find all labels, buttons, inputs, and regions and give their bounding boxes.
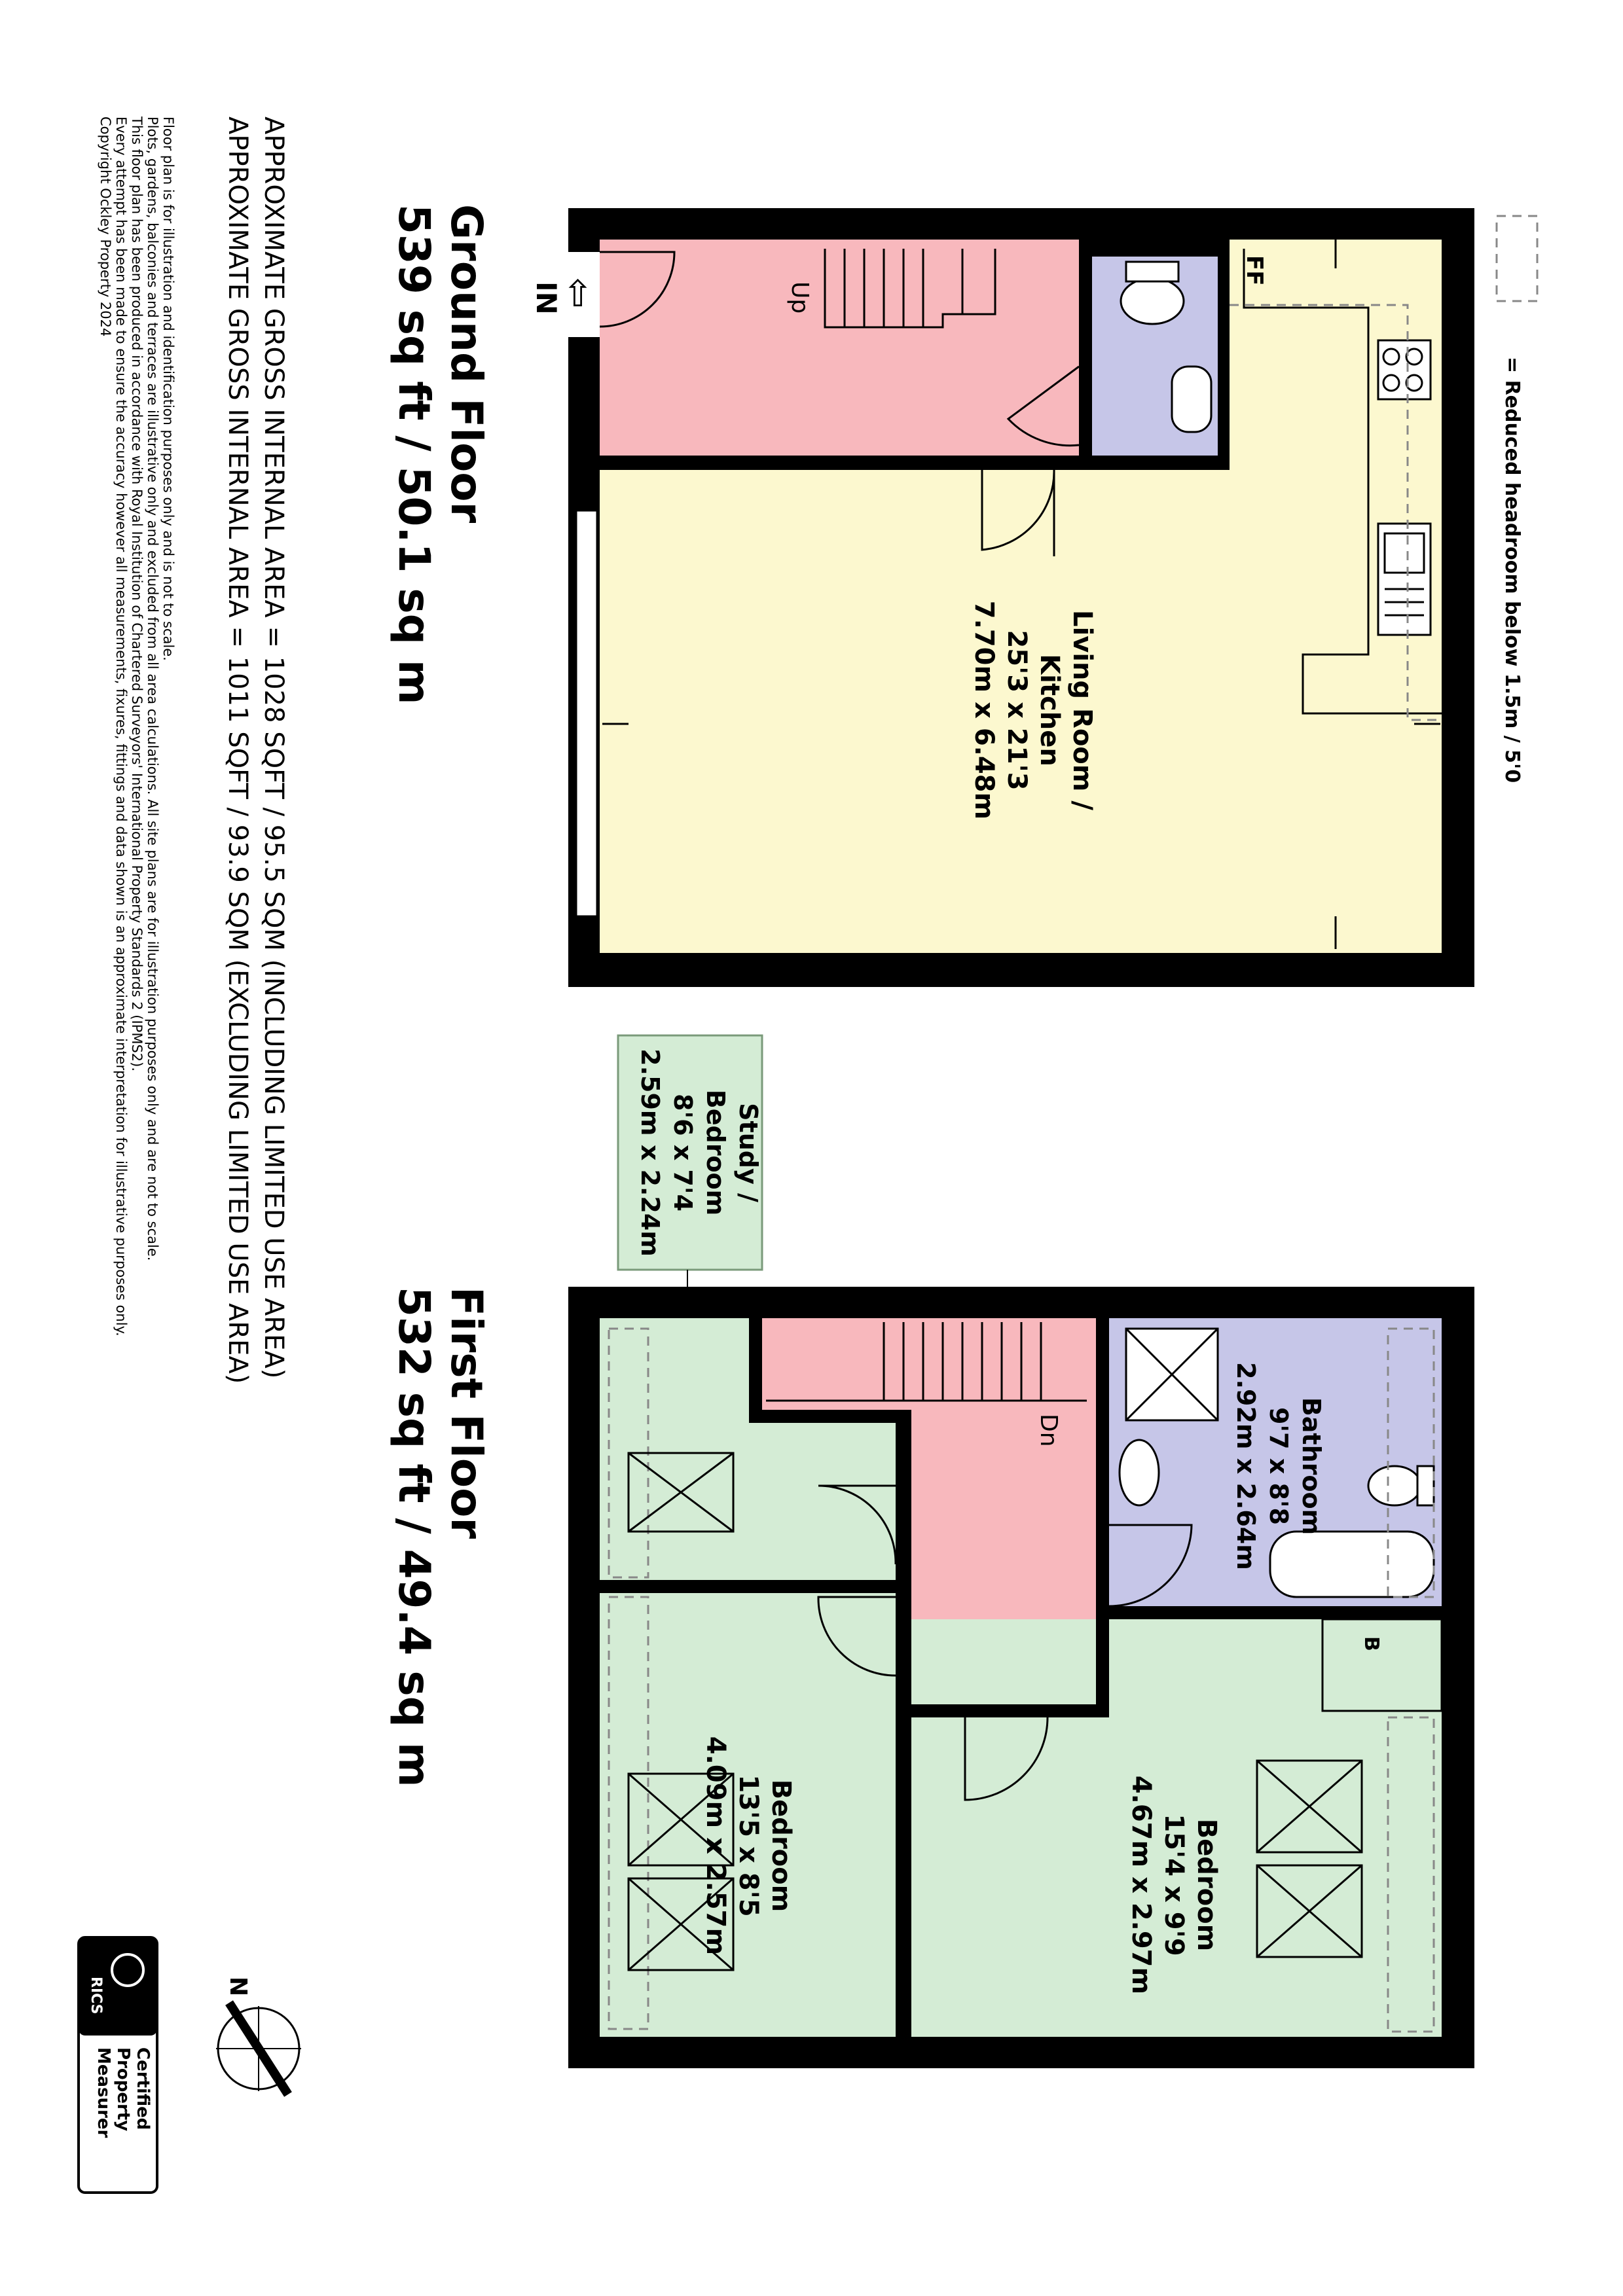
svg-text:2.59m x 2.24m: 2.59m x 2.24m xyxy=(636,1049,665,1257)
svg-text:4.09m x 2.57m: 4.09m x 2.57m xyxy=(701,1736,731,1956)
ground-floor-title: Ground Floor xyxy=(441,204,492,524)
rics-measurer-text: Measurer xyxy=(94,2047,113,2138)
entrance-arrow-icon: ⇨ xyxy=(556,277,598,308)
svg-text:Kitchen: Kitchen xyxy=(1034,654,1065,766)
entrance-label: IN xyxy=(530,281,562,315)
first-floor-internal-wall xyxy=(600,1580,896,1593)
disclaimer xyxy=(98,116,176,1336)
svg-text:Bedroom: Bedroom xyxy=(766,1779,796,1912)
svg-text:Every attempt has been made to: Every attempt has been made to ensure the accuracy however all measurements, fixures, fittings and data shown is an approximate interpretation for illustrative purposes only. xyxy=(113,117,129,1336)
compass-rose xyxy=(216,1977,301,2094)
first-floor-internal-wall xyxy=(896,1410,911,2037)
ground-floor-internal-wall xyxy=(600,456,979,470)
ground-floor-internal-wall xyxy=(1079,240,1092,470)
reduced-headroom-legend-swatch xyxy=(1497,216,1537,301)
svg-text:15'4 x 9'9: 15'4 x 9'9 xyxy=(1159,1814,1189,1956)
svg-text:Copyright Ockley Property 2024: Copyright Ockley Property 2024 xyxy=(98,117,113,337)
svg-text:8'6 x 7'4: 8'6 x 7'4 xyxy=(668,1094,697,1211)
kitchen-sink-icon xyxy=(1378,524,1431,635)
svg-text:Living Room /: Living Room / xyxy=(1067,610,1097,810)
first-floor-internal-wall xyxy=(911,1704,1096,1717)
first-floor-internal-wall xyxy=(1109,1606,1442,1619)
first-floor-internal-wall xyxy=(762,1410,896,1423)
boiler-label: B xyxy=(1360,1636,1383,1651)
svg-text:2.92m x 2.64m: 2.92m x 2.64m xyxy=(1231,1362,1260,1570)
svg-text:Plots, gardens, balconies and: Plots, gardens, balconies and terraces are illustrative only and excluded from all area calculations. All site plans are for illustration purposes only and are not to scale. xyxy=(145,117,160,1261)
rics-property-text: Property xyxy=(113,2047,133,2132)
ground-floor-plan xyxy=(530,208,1474,987)
ff-label: FF xyxy=(1241,255,1267,286)
reduced-headroom-legend-text: = Reduced headroom below 1.5m / 5'0 xyxy=(1501,357,1523,783)
ground-floor-area: 539 sq ft / 50.1 sq m xyxy=(389,204,439,705)
wc-toilet-icon xyxy=(1121,278,1184,324)
svg-text:Floor plan is for illustration: Floor plan is for illustration and identification purposes only and is not to scale. xyxy=(160,117,176,661)
bath-icon xyxy=(1270,1532,1434,1597)
first-floor-internal-wall xyxy=(749,1318,762,1423)
gross-area-including: APPROXIMATE GROSS INTERNAL AREA = 1028 SQFT / 95.5 SQM (INCLUDING LIMITED USE AREA) xyxy=(259,117,289,1379)
wc-basin-icon xyxy=(1172,367,1211,432)
rics-certified-text: Certified xyxy=(133,2047,153,2130)
compass-north-label: N xyxy=(225,1977,251,1997)
svg-text:25'3 x 21'3: 25'3 x 21'3 xyxy=(1002,630,1032,791)
front-window xyxy=(576,511,597,916)
rics-certified-badge xyxy=(79,1937,157,2193)
bathroom-toilet-icon xyxy=(1368,1466,1421,1505)
svg-text:9'7 x 8'8: 9'7 x 8'8 xyxy=(1264,1407,1293,1525)
first-floor-landing xyxy=(762,1318,1096,1410)
wc-toilet-cistern-icon xyxy=(1126,262,1178,281)
hob-icon xyxy=(1378,340,1431,399)
svg-text:Bedroom: Bedroom xyxy=(701,1089,730,1216)
first-floor-area: 532 sq ft / 49.4 sq m xyxy=(389,1287,439,1787)
first-floor-internal-wall xyxy=(1096,1318,1109,1717)
svg-text:Bedroom: Bedroom xyxy=(1192,1818,1222,1952)
first-floor-plan xyxy=(568,1287,1474,2068)
first-floor-title: First Floor xyxy=(441,1287,492,1539)
ground-floor-internal-wall xyxy=(1218,240,1230,470)
svg-text:Bathroom: Bathroom xyxy=(1297,1397,1326,1535)
bathroom-basin-icon xyxy=(1120,1440,1159,1505)
svg-text:13'5 x 8'5: 13'5 x 8'5 xyxy=(733,1774,763,1917)
rics-logo-text: RICS xyxy=(88,1977,104,2015)
svg-text:4.67m x 2.97m: 4.67m x 2.97m xyxy=(1126,1775,1156,1995)
study-bedroom-callout xyxy=(618,1035,763,1289)
stairs-up-label: Up xyxy=(786,281,813,314)
stairs-down-label: Dn xyxy=(1035,1414,1062,1447)
svg-text:Study /: Study / xyxy=(734,1103,763,1202)
svg-text:This floor plan has been produ: This floor plan has been produced in accordance with Royal Institution of Chartered Surveyors' International Property Standards 2 (IPMS2). xyxy=(129,117,145,1071)
svg-text:7.70m x 6.48m: 7.70m x 6.48m xyxy=(969,600,999,820)
gross-area-excluding: APPROXIMATE GROSS INTERNAL AREA = 1011 SQFT / 93.9 SQM (EXCLUDING LIMITED USE AREA) xyxy=(223,117,253,1384)
ground-floor-internal-wall xyxy=(1054,456,1230,470)
bedroom-1-upper xyxy=(1109,1619,1442,1711)
